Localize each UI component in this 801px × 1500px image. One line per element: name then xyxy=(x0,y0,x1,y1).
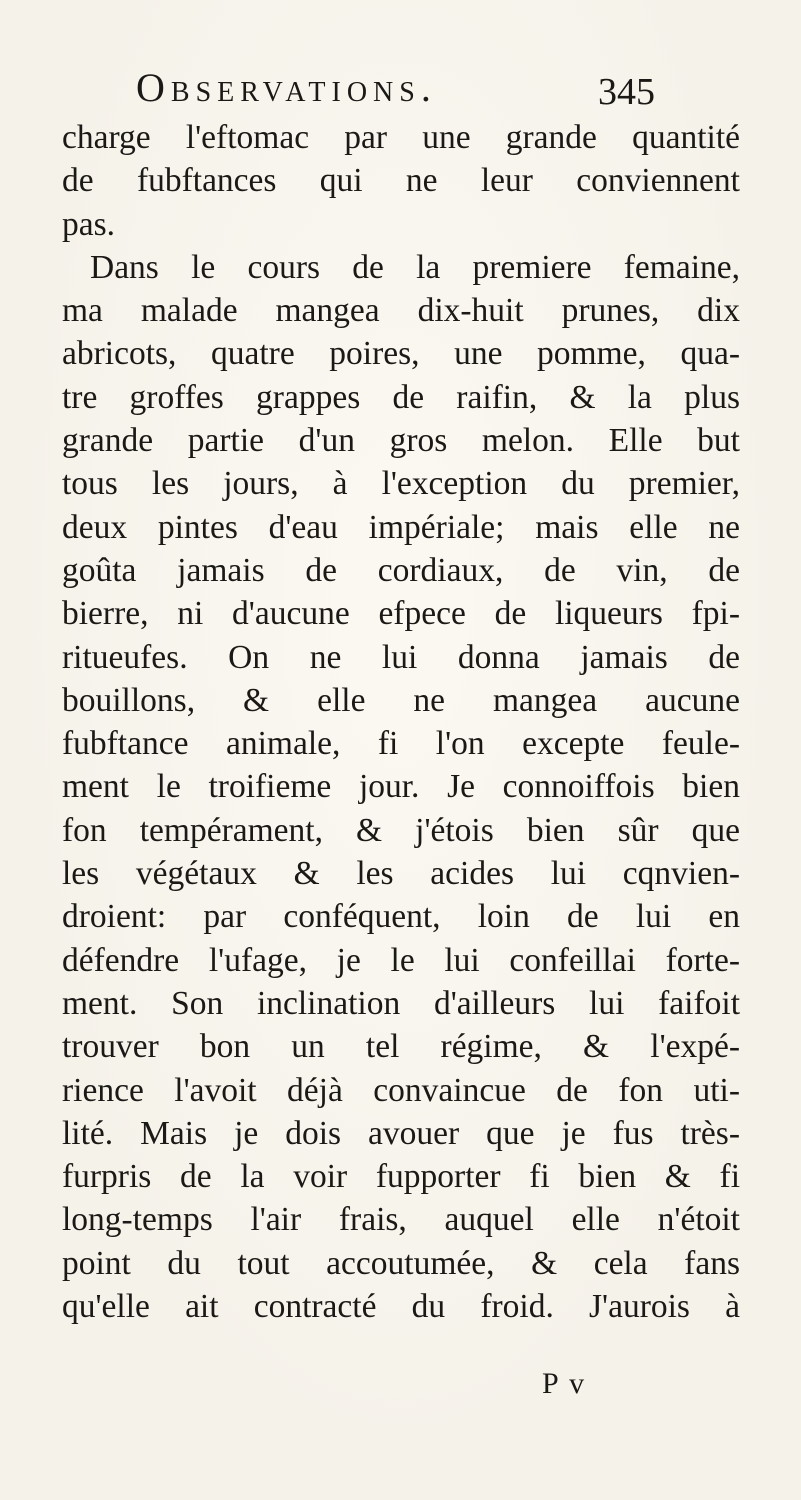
text-line: point du tout accoutumée, & cela fans xyxy=(62,1244,740,1282)
text-line: ma malade mangea dix-huit prunes, dix xyxy=(62,292,740,330)
text-line: tre groffes grappes de raifin, & la plus xyxy=(62,378,740,416)
text-line: abricots, quatre poires, une pomme, qua- xyxy=(62,335,740,373)
text-line: ment. Son inclination d'ailleurs lui faifoit xyxy=(62,984,740,1022)
text-line: fon tempérament, & j'étois bien sûr que xyxy=(62,811,740,849)
text-line: rience l'avoit déjà convaincue de fon uti- xyxy=(62,1071,740,1109)
text-line: long-temps l'air frais, auquel elle n'étoit xyxy=(62,1201,740,1239)
text-line: droient: par conféquent, loin de lui en xyxy=(62,898,740,936)
text-line: grande partie d'un gros melon. Elle but xyxy=(62,422,740,460)
text-line: deux pintes d'eau impériale; mais elle ne xyxy=(62,508,740,546)
text-line: de fubftances qui ne leur conviennent xyxy=(62,162,740,200)
text-line: bierre, ni d'aucune efpece de liqueurs fpi- xyxy=(62,595,740,633)
text-line: ritueufes. On ne lui donna jamais de xyxy=(62,638,740,676)
signature-mark: P v xyxy=(542,1367,587,1400)
running-head: Observations. xyxy=(136,65,437,110)
text-line: goûta jamais de cordiaux, de vin, de xyxy=(62,551,740,589)
text-line: ment le troifieme jour. Je connoiffois bien xyxy=(62,768,740,806)
text-line: bouillons, & elle ne mangea aucune xyxy=(62,681,740,719)
text-line: défendre l'ufage, je le lui confeillai forte- xyxy=(62,941,740,979)
page-number: 345 xyxy=(598,71,655,113)
body-text xyxy=(62,116,740,1328)
text-line: furpris de la voir fupporter fi bien & fi xyxy=(62,1158,740,1196)
text-line: les végétaux & les acides lui cqnvien- xyxy=(62,855,740,893)
text-line: trouver bon un tel régime, & l'expé- xyxy=(62,1028,740,1066)
text-line: Dans le cours de la premiere femaine, xyxy=(90,248,740,286)
text-line: tous les jours, à l'exception du premier, xyxy=(62,465,740,503)
text-line: charge l'eftomac par une grande quantité xyxy=(62,119,740,156)
text-line: lité. Mais je dois avouer que je fus très- xyxy=(62,1114,740,1152)
page-header xyxy=(0,64,801,124)
text-line: pas. xyxy=(62,205,116,243)
text-line: fubftance animale, fi l'on excepte feule- xyxy=(62,725,740,763)
text-line: qu'elle ait contracté du froid. J'aurois à xyxy=(62,1288,740,1326)
